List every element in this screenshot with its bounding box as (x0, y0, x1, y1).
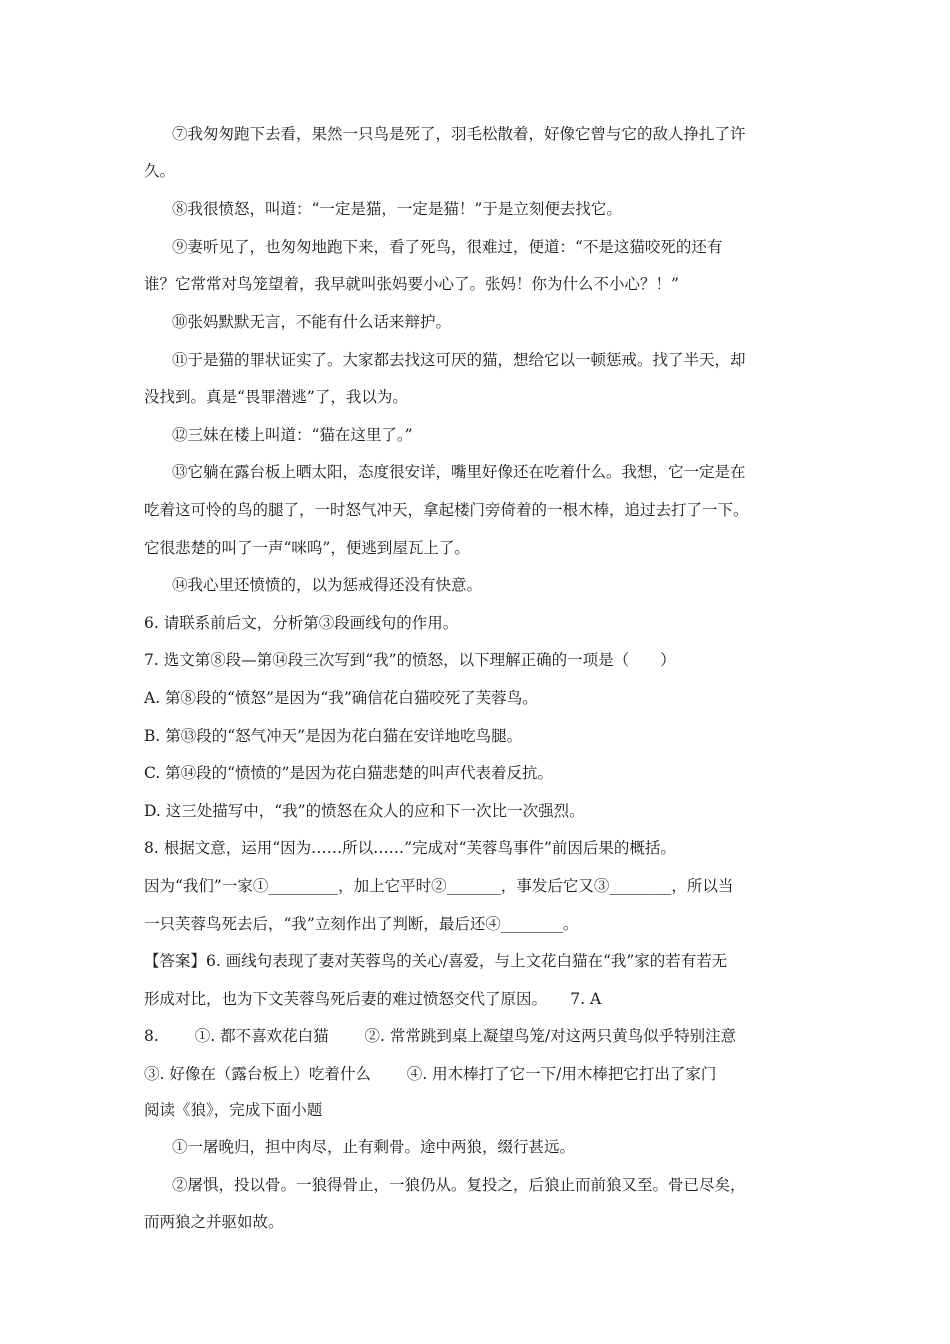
answer-8-line-1: 8. ①. 都不喜欢花白猫 ②. 常常跳到桌上凝望鸟笼/对这两只黄鸟似乎特别注意 (144, 1027, 737, 1045)
para-11-line-2: 没找到。真是“畏罪潜逃”了，我以为。 (144, 388, 408, 406)
wolf-para-2-line-1: ②屠惧，投以骨。一狼得骨止，一狼仍从。复投之，后狼止而前狼又至。骨已尽矣， (172, 1176, 746, 1194)
question-8: 8. 根据文意，运用“因为……所以……”完成对“芙蓉鸟事件”前因后果的概括。 (144, 839, 676, 857)
para-14: ⑭我心里还愤愤的，以为惩戒得还没有快意。 (172, 576, 483, 594)
question-7: 7. 选文第⑧段—第⑭段三次写到“我”的愤怒，以下理解正确的一项是（ ） (144, 651, 676, 669)
question-7-option-b: B. 第⑬段的“怒气冲天”是因为花白猫在安详地吃鸟腿。 (144, 727, 523, 745)
answer-line-1: 【答案】6. 画线句表现了妻对芙蓉鸟的关心/喜爱，与上文花白猫在“我”家的若有若无 (144, 952, 728, 970)
wolf-para-2-line-2: 而两狼之并驱如故。 (144, 1213, 284, 1231)
question-7-option-c: C. 第⑭段的“愤愤的”是因为花白猫悲楚的叫声代表着反抗。 (144, 764, 554, 782)
question-7-option-d: D. 这三处描写中，“我”的愤怒在众人的应和下一次比一次强烈。 (144, 802, 585, 820)
wolf-para-1: ①一屠晚归，担中肉尽，止有剩骨。途中两狼，缀行甚远。 (172, 1138, 576, 1156)
para-9-line-1: ⑨妻听见了，也匆匆地跑下来，看了死鸟，很难过，便道：“不是这猫咬死的还有 (172, 238, 723, 256)
para-12: ⑫三妹在楼上叫道：“猫在这里了。” (172, 426, 413, 444)
question-8-blanks-line-2: 一只芙蓉鸟死去后，“我”立刻作出了判断，最后还④________。 (144, 915, 579, 933)
para-9-line-2: 谁？它常常对鸟笼望着，我早就叫张妈要小心了。张妈！你为什么不小心？！” (144, 275, 679, 293)
question-8-blanks-line-1: 因为“我们”一家①_________，加上它平时②_______，事发后它又③________，所以当 (144, 877, 734, 895)
para-7-line-1: ⑦我匆匆跑下去看，果然一只鸟是死了，羽毛松散着，好像它曾与它的敌人挣扎了许 (172, 125, 746, 143)
para-8: ⑧我很愤怒，叫道：“一定是猫，一定是猫！”于是立刻便去找它。 (172, 200, 622, 218)
answer-line-2: 形成对比，也为下文芙蓉鸟死后妻的难过愤怒交代了原因。 7. A (144, 990, 602, 1008)
reading-prompt-wolf: 阅读《狼》，完成下面小题 (144, 1101, 323, 1119)
answer-8-line-2: ③. 好像在（露台板上）吃着什么 ④. 用木棒打了它一下/用木棒把它打出了家门 (144, 1065, 717, 1083)
question-7-option-a: A. 第⑧段的“愤怒”是因为“我”确信花白猫咬死了芙蓉鸟。 (144, 689, 538, 707)
para-11-line-1: ⑪于是猫的罪状证实了。大家都去找这可厌的猫，想给它以一顿惩戒。找了半天，却 (172, 351, 746, 369)
para-13-line-2: 吃着这可怜的鸟的腿了，一时怒气冲天，拿起楼门旁倚着的一根木棒，追过去打了一下。 (144, 501, 749, 519)
para-7-line-2: 久。 (144, 162, 176, 180)
para-10: ⑩张妈默默无言，不能有什么话来辩护。 (172, 313, 452, 331)
question-6: 6. 请联系前后文，分析第③段画线句的作用。 (144, 614, 459, 632)
para-13-line-1: ⑬它躺在露台板上晒太阳，态度很安详，嘴里好像还在吃着什么。我想，它一定是在 (172, 463, 746, 481)
para-13-line-3: 它很悲楚的叫了一声“咪呜”，便逃到屋瓦上了。 (144, 539, 470, 557)
